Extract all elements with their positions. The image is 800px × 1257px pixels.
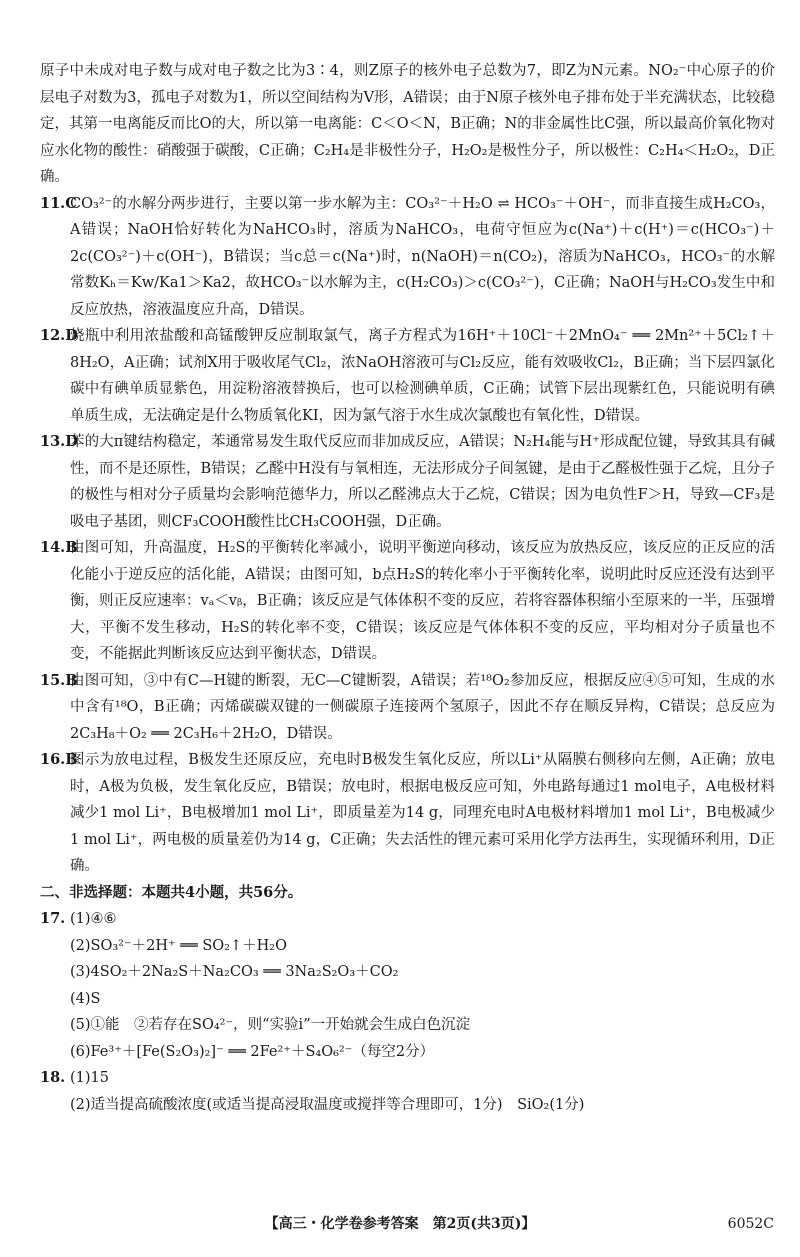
question-11 bbox=[40, 191, 775, 324]
answer-content bbox=[40, 58, 775, 1118]
question-explanation: 由图可知，升高温度，H₂S的平衡转化率减小，说明平衡逆向移动，该反应为放热反应，该反应的正反应的活化能小于逆反应的活化能，A错误；由图可知，b点H₂S的转化率小于平衡转化率，说明此时反应还没有达到平衡，则正反应速率：vₐ＜vᵦ，B正确；该反应是气体体积不变的反应，若将容器体积缩小至原来的一半，压强增大，平衡不发生移动，H₂S的转化率不变，C错误；该反应是气体体积不变的反应，平均相对分子质量也不变，不能据此判断该反应达到平衡状态，D错误。 bbox=[70, 540, 775, 662]
question-number: 14.B bbox=[40, 539, 78, 556]
answer-line: (2)SO₃²⁻＋2H⁺ ══ SO₂↑＋H₂O bbox=[70, 937, 287, 954]
question-12 bbox=[40, 323, 775, 429]
answer-line: (6)Fe³⁺＋[Fe(S₂O₃)₂]⁻ ══ 2Fe²⁺＋S₄O₆²⁻（每空2分） bbox=[70, 1043, 435, 1060]
question-number: 12.D bbox=[40, 327, 78, 344]
question-number: 18. bbox=[40, 1069, 66, 1086]
question-number: 11.C bbox=[40, 194, 77, 212]
question-14 bbox=[40, 535, 775, 668]
question-16 bbox=[40, 747, 775, 880]
section-title: 二、非选择题：本题共4小题，共56分。 bbox=[40, 883, 303, 901]
answer-line: (4)S bbox=[70, 990, 101, 1007]
answer-lines bbox=[70, 1065, 775, 1118]
question-explanation: CO₃²⁻的水解分两步进行，主要以第一步水解为主：CO₃²⁻＋H₂O ⇌ HCO₃⁻＋OH⁻，而非直接生成H₂CO₃，A错误；NaOH恰好转化为NaHCO₃时，溶质为NaHCO₃，电荷守恒应为c(Na⁺)＋c(H⁺)＝c(HCO₃⁻)＋2c(CO₃²⁻)＋c(OH⁻)，B错误；当c总＝c(Na⁺)时，n(NaOH)＝n(CO₂)，溶质为NaHCO₃，HCO₃⁻的水解常数Kₕ＝Kw/Ka1＞Ka2，故HCO₃⁻以水解为主，c(H₂CO₃)＞c(CO₃²⁻)，C正确；NaOH与H₂CO₃发生中和反应放热，溶液温度应升高，D错误。 bbox=[70, 195, 775, 318]
answer-line: (3)4SO₂＋2Na₂S＋Na₂CO₃ ══ 3Na₂S₂O₃＋CO₂ bbox=[70, 964, 399, 980]
question-number: 15.B bbox=[40, 671, 78, 689]
answer-line: (1)15 bbox=[70, 1070, 109, 1086]
answer-line: (2)适当提高硫酸浓度(或适当提高浸取温度或搅拌等合理即可，1分) SiO₂(1分) bbox=[70, 1096, 585, 1113]
question-15 bbox=[40, 668, 775, 748]
question-explanation: 由图可知，③中有C—H键的断裂，无C—C键断裂，A错误；若¹⁸O₂参加反应，根据反应④⑤可知，生成的水中含有¹⁸O，B正确；丙烯碳碳双键的一侧碳原子连接两个氢原子，因此不存在顺反异构，C错误；总反应为2C₃H₈＋O₂ ══ 2C₃H₆＋2H₂O，D错误。 bbox=[70, 672, 775, 742]
question-number: 13.D bbox=[40, 433, 78, 450]
footer-title: 【高三・化学卷参考答案 第2页(共3页)】 bbox=[264, 1216, 536, 1232]
answer-line: (5)①能 ②若存在SO₄²⁻，则“实验ⅰ”一开始就会生成白色沉淀 bbox=[70, 1017, 471, 1033]
intro-paragraph: 原子中未成对电子数与成对电子数之比为3∶4，则Z原子的核外电子总数为7，即Z为N元素。NO₂⁻中心原子的价层电子对数为3，孤电子对数为1，所以空间结构为V形，A错误；由于N原子核外电子排布处于半充满状态，比较稳定，其第一电离能反而比O的大，所以第一电离能：C＜O＜N，B正确；N的非金属性比C强，所以最高价氧化物对应水化物的酸性：硝酸强于碳酸，C正确；C₂H₄是非极性分子，H₂O₂是极性分子，所以极性：C₂H₄＜H₂O₂，D正确。 bbox=[40, 63, 775, 185]
question-explanation: 烧瓶中利用浓盐酸和高锰酸钾反应制取氯气，离子方程式为16H⁺＋10Cl⁻＋2MnO₄⁻ ══ 2Mn²⁺＋5Cl₂↑＋8H₂O，A正确；试剂X用于吸收尾气Cl₂，浓NaOH溶液可与Cl₂反应，能有效吸收Cl₂，B正确；当下层四氯化碳中有碘单质显紫色，用淀粉溶液替换后，也可以检测碘单质，C正确；试管下层出现紫红色，只能说明有碘单质生成，无法确定是什么物质氧化KI，因为氯气溶于水生成次氯酸也有氧化性，D错误。 bbox=[70, 328, 775, 424]
question-number: 16.B bbox=[40, 751, 78, 768]
question-explanation: 图示为放电过程，B极发生还原反应，充电时B极发生氧化反应，所以Li⁺从隔膜右侧移向左侧，A正确；放电时，A极为负极，发生氧化反应，B错误；放电时，根据电极反应可知，外电路每通过1 mol电子，A电极材料减少1 mol Li⁺，B电极增加1 mol Li⁺，即质量差为14 g，同理充电时A电极材料增加1 mol Li⁺，B电极减少1 mol Li⁺，两电极的质量差仍为14 g，C正确；失去活性的锂元素可采用化学方法再生，实现循环利用，D正确。 bbox=[70, 752, 775, 874]
question-18 bbox=[40, 1065, 775, 1118]
exam-code: 6052C bbox=[727, 1216, 774, 1232]
page-footer bbox=[0, 1212, 800, 1236]
question-explanation: 苯的大π键结构稳定，苯通常易发生取代反应而非加成反应，A错误；N₂H₄能与H⁺形成配位键，导致其具有碱性，而不是还原性，B错误；乙醛中H没有与氧相连，无法形成分子间氢键，是由于乙醛极性强于乙烷，且分子的极性与相对分子质量均会影响范德华力，所以乙醛沸点大于乙烷，C错误；因为电负性F＞H，导致—CF₃是吸电子基团，则CF₃COOH酸性比CH₃COOH强，D正确。 bbox=[70, 434, 775, 530]
question-13 bbox=[40, 429, 775, 535]
question-17 bbox=[40, 906, 775, 1065]
question-number: 17. bbox=[40, 910, 66, 927]
answer-line: (1)④⑥ bbox=[70, 911, 117, 927]
answer-lines bbox=[70, 906, 775, 1065]
